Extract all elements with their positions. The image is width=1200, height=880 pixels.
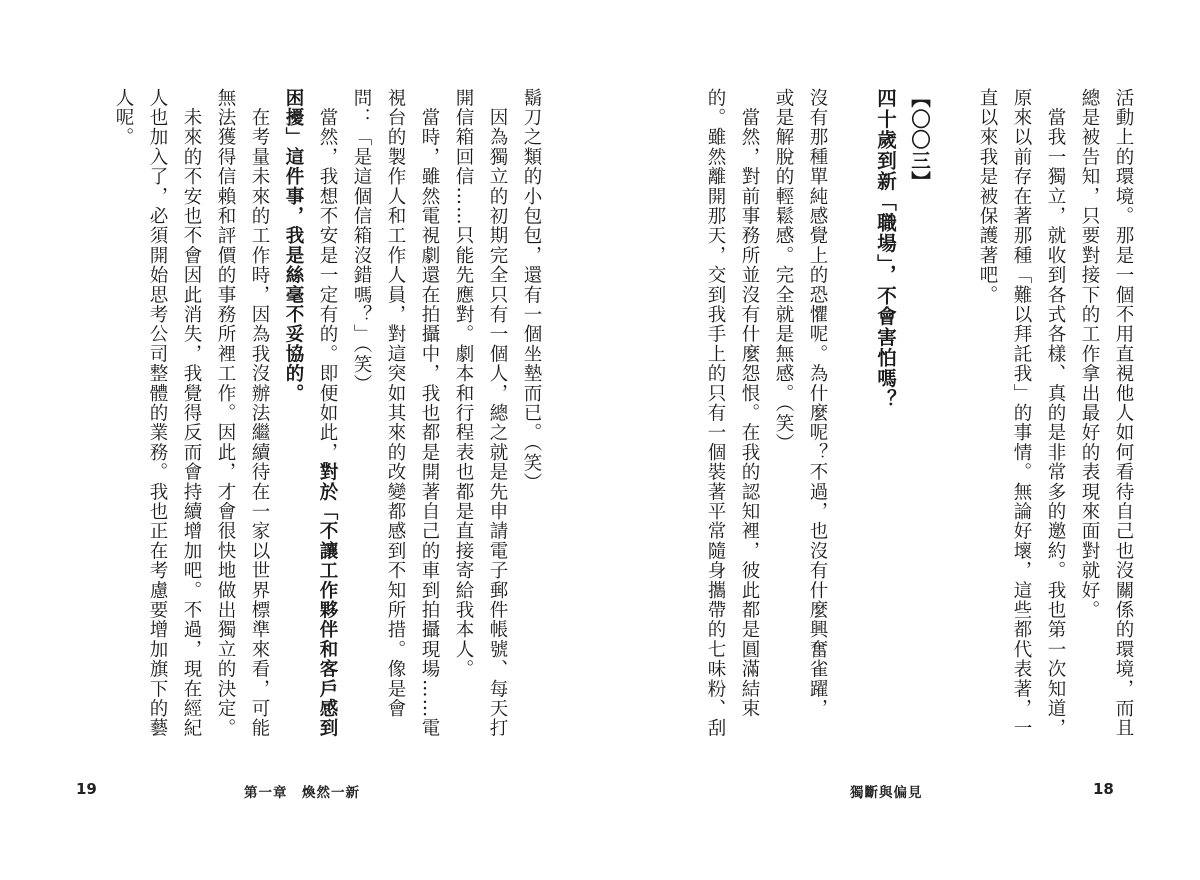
left-page-number: 19 [76,780,97,798]
column-spacer [936,88,970,728]
text-column: 原來以前存在著那種「難以拜託我」的事情。無論好壞，這些都代表著，一 [1011,88,1032,739]
text-column: 問：「是這個信箱沒錯嗎？」（笑） [351,88,372,394]
section-heading: 【〇〇三】 [908,88,931,192]
section-heading: 四十歲到新「職場」，不會害怕嗎？ [874,88,897,410]
column-spacer [834,88,868,728]
emphasis-text: 困擾」這件事，我是絲毫不妥協的。 [283,88,304,404]
left-running-head: 第一章 煥然一新 [244,785,360,801]
text-column [276,88,310,728]
text-column: 的。雖然離開那天，交到我手上的只有一個裝著平常隨身攜帶的七味粉、刮 [705,88,726,739]
text-run: 當然，我想不安是一定有的。即便如此， [317,88,338,463]
text-column: 或是解脫的輕鬆感。完全就是無感。（笑） [773,88,794,454]
text-column: 當我一獨立，就收到各式各樣、真的是非常多的邀約。我也第一次知道， [1045,88,1066,739]
text-column: 在考量未來的工作時，因為我沒辦法繼續待在一家以世界標準來看，可能 [249,88,270,739]
text-column: 活動上的環境。那是一個不用直視他人如何看待自己也沒關係的環境，而且 [1113,88,1134,739]
emphasis-text: 對於「不讓工作夥伴和客戶感到 [317,462,338,739]
text-column: 開信箱回信……只能先應對。劇本和行程表也都是直接寄給我本人。 [453,88,474,679]
text-column: 視台的製作人和工作人員，對這突如其來的改變都感到不知所措。像是會 [385,88,406,719]
text-column: 未來的不安也不會因此消失，我覺得反而會持續增加吧。不過，現在經紀 [181,88,202,739]
text-column: 人呢。 [113,88,134,148]
text-column: 人也加入了，必須開始思考公司整體的業務。我也正在考慮要增加旗下的藝 [147,88,168,739]
left-page-body [106,88,548,739]
right-page-body [698,88,1140,739]
text-column: 鬍刀之類的小包包，還有一個坐墊而已。（笑） [521,88,542,493]
right-page [600,0,1200,880]
text-column: 沒有那種單純感覺上的恐懼呢。為什麼呢？不過，也沒有什麼興奮雀躍， [807,88,828,719]
text-column [310,88,344,739]
text-column: 當然，對前事務所並沒有什麼怨恨。在我的認知裡，彼此都是圓滿結束 [739,88,760,719]
text-column: 當時，雖然電視劇還在拍攝中，我也都是開著自己的車到拍攝現場……電 [419,88,440,739]
text-column: 無法獲得信賴和評價的事務所裡工作。因此，才會很快地做出獨立的決定。 [215,88,236,739]
right-page-number: 18 [1093,780,1114,798]
text-column: 因為獨立的初期完全只有一個人，總之就是先申請電子郵件帳號、每天打 [487,88,508,739]
text-column: 直以來我是被保護著吧。 [977,88,998,305]
text-column: 總是被告知，只要對接下的工作拿出最好的表現來面對就好。 [1079,88,1100,620]
right-running-head: 獨斷與偏見 [850,785,923,801]
